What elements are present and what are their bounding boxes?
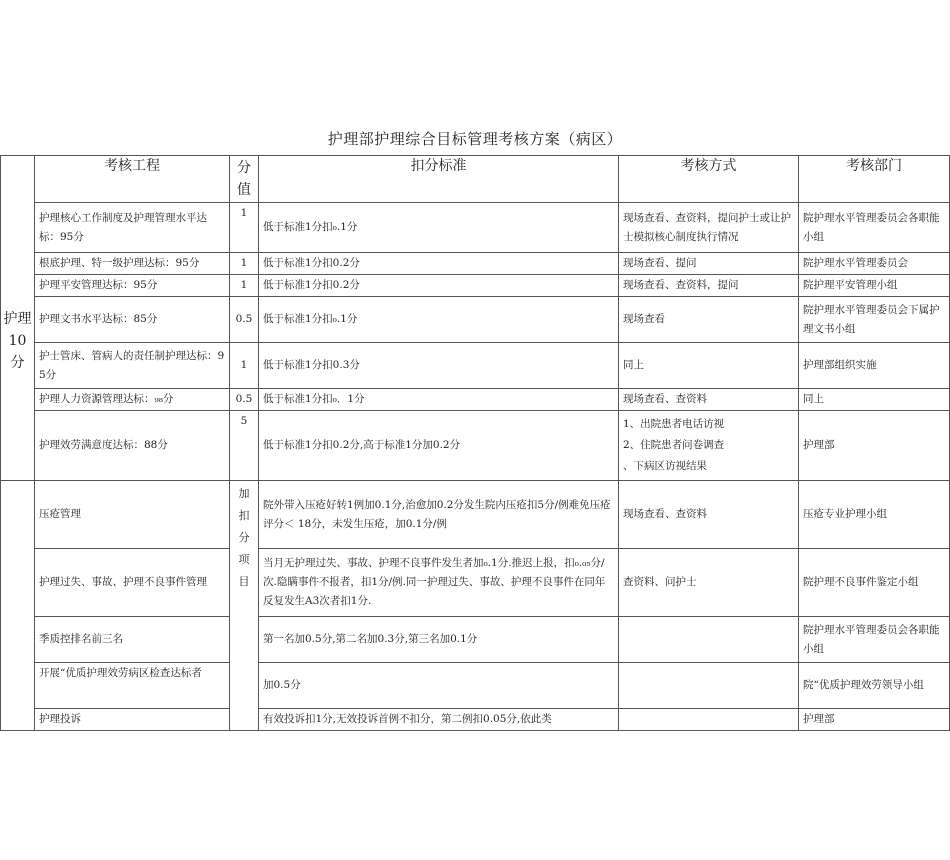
dept-cell: 压疮专业护理小组 — [799, 481, 950, 549]
standard-cell: 低于标准1分扣0.3分 — [259, 343, 619, 389]
dept-cell: 院护理水平管理委员会 — [799, 253, 950, 275]
method-cell: 现场查看、查资料，提问护士或让护士模拟核心制度执行情况 — [619, 203, 799, 253]
method-cell — [619, 663, 799, 709]
header-row — [1, 156, 950, 203]
item-cell: 护理文书水平达标：85分 — [35, 297, 230, 343]
method-cell — [619, 709, 799, 731]
standard-cell: 当月无护理过失、事故、护理不良事件发生者加₀.1分.推迟上报，扣₀.₀₅分/次.隐瞒事件不报者，扣1分/例.同一护理过失、事故、护理不良事件在同年反复发生A3次者扣1分. — [259, 549, 619, 617]
method-line: 、下病区访视结果 — [623, 460, 707, 472]
standard-cell: 低于标准1分扣0.2分,高于标准1分加0.2分 — [259, 411, 619, 481]
dept-cell: 护理部组织实施 — [799, 343, 950, 389]
item-cell: 压疮管理 — [35, 481, 230, 549]
table-row — [1, 709, 950, 731]
category-line1: 护理 — [3, 311, 32, 328]
item-cell: 护理投诉 — [35, 709, 230, 731]
category-cell — [1, 203, 35, 481]
dept-cell: 院护理水平管理委员会各职能小组 — [799, 617, 950, 663]
dept-cell: 院护理平安管理小组 — [799, 275, 950, 297]
item-cell: 护理效劳满意度达标：88分 — [35, 411, 230, 481]
method-cell — [619, 617, 799, 663]
table-row — [1, 617, 950, 663]
table-row — [1, 481, 950, 549]
standard-cell: 第一名加0.5分,第二名加0.3分,第三名加0.1分 — [259, 617, 619, 663]
assessment-table — [0, 155, 950, 731]
standard-cell: 院外带入压疮好转1例加0.1分,治愈加0.2分发生院内压疮扣5分/例难免压疮评分＜ 18分，未发生压疮，加0.1分/例 — [259, 481, 619, 549]
item-cell: 护理人力资源管理达标：₉₈分 — [35, 389, 230, 411]
header-category-cell — [1, 156, 35, 203]
header-standard: 扣分标准 — [259, 156, 619, 203]
table-row — [1, 389, 950, 411]
dept-cell: 院护理水平管理委员会各职能小组 — [799, 203, 950, 253]
standard-cell: 低于标准1分扣₀．1分 — [259, 389, 619, 411]
method-cell: 查资料、问护士 — [619, 549, 799, 617]
item-cell: 根底护理、特一级护理达标：95分 — [35, 253, 230, 275]
standard-cell: 有效投诉扣1分,无效投诉首例不扣分，第二例扣0.05分,依此类 — [259, 709, 619, 731]
dept-cell: 同上 — [799, 389, 950, 411]
method-cell: 现场查看、查资料，提问 — [619, 275, 799, 297]
standard-cell: 低于标准1分扣0.2分 — [259, 253, 619, 275]
table-row — [1, 275, 950, 297]
document-title: 护理部护理综合目标管理考核方案（病区） — [327, 130, 623, 148]
score-cell: 1 — [230, 343, 259, 389]
score-cell: 1 — [230, 253, 259, 275]
score-cell: 5 — [230, 411, 259, 481]
dept-cell: 护理部 — [799, 709, 950, 731]
standard-cell: 加0.5分 — [259, 663, 619, 709]
standard-cell: 低于标准1分扣0.2分 — [259, 275, 619, 297]
dept-cell: 护理部 — [799, 411, 950, 481]
method-cell: 现场查看、查资料 — [619, 389, 799, 411]
item-cell: 护理平安管理达标：95分 — [35, 275, 230, 297]
dept-cell: 院护理不良事件鉴定小组 — [799, 549, 950, 617]
method-cell — [619, 411, 799, 481]
category-line2: 10分 — [8, 333, 27, 372]
standard-cell: 低于标准1分扣₀.1分 — [259, 203, 619, 253]
method-cell: 现场查看 — [619, 297, 799, 343]
method-line: 2、住院患者问卷调查 — [623, 439, 725, 451]
table-row — [1, 411, 950, 481]
table-row — [1, 343, 950, 389]
score-cell: 0.5 — [230, 297, 259, 343]
method-cell: 现场查看、查资料 — [619, 481, 799, 549]
item-cell: 季质控排名前三名 — [35, 617, 230, 663]
header-score — [230, 156, 259, 203]
item-cell: 护士管床、管病人的责任制护理达标：95分 — [35, 343, 230, 389]
header-score-line1: 分 — [237, 160, 251, 176]
method-line: 1、出院患者电话访视 — [623, 418, 725, 430]
table-row — [1, 253, 950, 275]
item-cell: 护理过失、事故、护理不良事件管理 — [35, 549, 230, 617]
dept-cell: 院护理水平管理委员会下属护理文书小组 — [799, 297, 950, 343]
method-cell: 同上 — [619, 343, 799, 389]
table-row — [1, 203, 950, 253]
method-cell: 现场查看、提问 — [619, 253, 799, 275]
dept-cell: 院“优质护理效劳领导小组 — [799, 663, 950, 709]
item-cell: 护理核心工作制度及护理管理水平达标：95分 — [35, 203, 230, 253]
extra-score-label: 加扣分项目 — [230, 481, 259, 731]
header-score-line2: 值 — [237, 182, 251, 198]
header-dept: 考核部门 — [799, 156, 950, 203]
header-method: 考核方式 — [619, 156, 799, 203]
header-item: 考核工程 — [35, 156, 230, 203]
standard-cell: 低于标准1分扣₀.1分 — [259, 297, 619, 343]
item-cell: 开展“优质护理效劳病区检查达标者 — [35, 663, 230, 709]
table-row — [1, 663, 950, 709]
table-row — [1, 549, 950, 617]
score-cell: 1 — [230, 275, 259, 297]
score-cell: 0.5 — [230, 389, 259, 411]
category-cell-blank — [1, 481, 35, 731]
score-cell: 1 — [230, 203, 259, 253]
table-row — [1, 297, 950, 343]
